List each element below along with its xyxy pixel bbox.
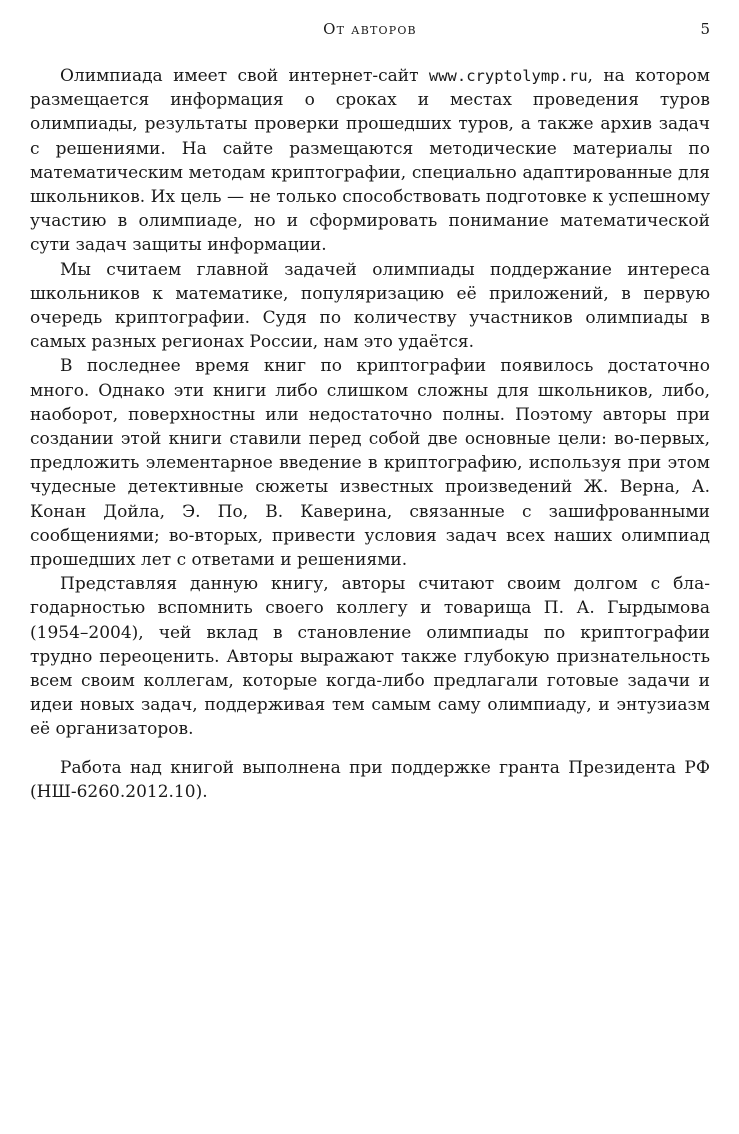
- grant-acknowledgement: Работа над книгой выполнена при поддержке гранта Президента РФ (НШ-6260.2012.10).: [30, 757, 710, 802]
- paragraph-website: [30, 64, 710, 258]
- page-number: 5: [700, 20, 710, 38]
- paragraph-book-purpose: В последнее время книг по криптографии появилось достаточно много. Однако эти книги либо слишком сложны для школьников, либо, наоборот, поверхностны или недостаточно полны. Поэтому авторы при создании этой книги ставили перед собой две основные цели: во-первых, предложить элементарное введение в криптографию, используя при этом чудесные детективные сюжеты известных произведений Ж. Верна, А. Конан Дойла, Э. По, В. Каверина, связанные с зашифрованными сообщениями; во-вторых, привести условия задач всех наших олимпиад прошедших лет с ответами и решениями.: [30, 356, 710, 571]
- running-header: [30, 20, 710, 42]
- paragraph-website-intro: Олимпиада имеет свой интернет-сайт: [60, 66, 429, 86]
- paragraph-website-rest: , на котором размещается информация о сроках и местах проведения туров олимпиады, результаты проверки прошедших туров, а также архив задач с решениями. На сайте размещаются методические материалы по математическим методам криптографии, специально адаптированные для школьников. Их цель — не только способствовать подготовке к успешному участию в олимпиаде, но и сформировать понимание математической сути задач защиты информации.: [30, 66, 710, 256]
- paragraph-gratitude: Представляя данную книгу, авторы считают своим долгом с благодарностью вспомнить своего коллегу и товарища П. А. Гырдымова (1954–2004), чей вклад в становление олимпиады по криптографии трудно переоценить. Авторы выражают также глубокую признательность всем своим коллегам, которые когда-либо предлагали готовые задачи и идеи новых задач, поддерживая тем самым саму олимпиаду, и энтузиазм её организаторов.: [30, 574, 710, 740]
- chapter-title: От авторов: [323, 20, 417, 38]
- page-body: [30, 64, 710, 804]
- paragraph-goals: Мы считаем главной задачей олимпиады поддержание интереса школьников к математике, популяризацию её приложений, в первую очередь криптографии. Судя по количеству участников олимпиады в самых разных регионах России, нам это удаётся.: [30, 259, 710, 353]
- book-page: [30, 0, 710, 1134]
- website-url: www.cryptolymp.ru: [428, 67, 588, 85]
